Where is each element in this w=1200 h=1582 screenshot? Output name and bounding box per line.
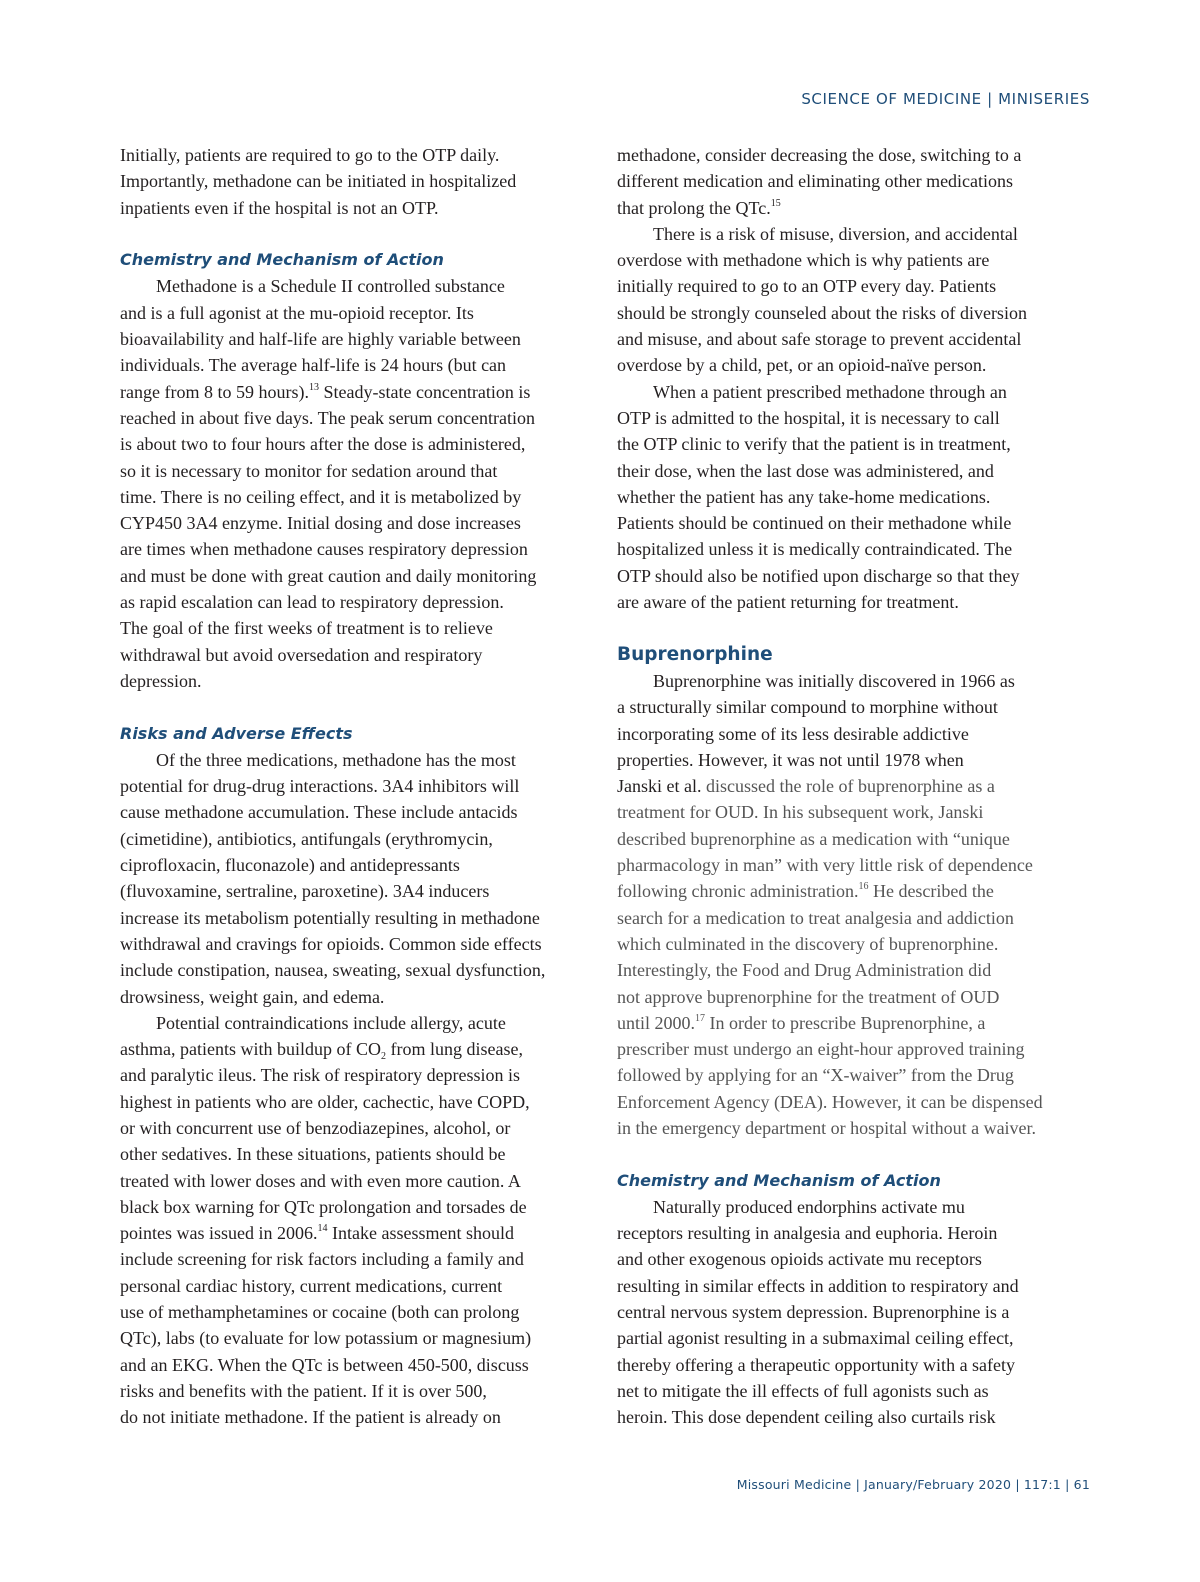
reference-14: 14 [317, 1223, 328, 1235]
hospital-paragraph: When a patient prescribed methadone through an OTP is admitted to the hospital, it is necessary to call the OTP clinic to verify that the patient is in treatment, their dose, when the last dose was administered, and whether the patient has any take-home medications. Patients should be continued on their methadone while hospitalized unless it is medically contraindicated. The OTP should also be notified upon discharge so that they are aware of the patient returning for treatment. [617, 381, 1020, 613]
risks-paragraph-1: Of the three medications, methadone has the most potential for drug-drug interactions. 3A4 inhibitors will cause methadone accumulation. These include antacids (cimetidine), antibiotics, antifungals (erythromycin, ciprofloxacin, fluconazole) and antidepressants (fluvoxamine, sertraline, paroxetine). 3A4 inducers increase its metabolism potentially resulting in methadone withdrawal and cravings for opioids. Common side effects include constipation, nausea, sweating, sexual dysfunction, drowsiness, weight gain, and edema. [120, 749, 546, 1007]
continued-paragraph: methadone, consider decreasing the dose, switching to a different medication and eliminating other medications that prolong the QTc.$^{15}$ [617, 145, 1022, 218]
risks-heading: Risks and Adverse Effects [120, 723, 353, 743]
buprenorphine-chemistry-paragraph: Naturally produced endorphins activate mu receptors resulting in analgesia and euphoria. Heroin and other exogenous opioids activate mu receptors resulting in similar effects in addition to respiratory and central nervous system depression. Buprenorphine is a partial agonist resulting in a submaximal ceiling effect, thereby offering a therapeutic opportunity with a safety net to mitigate the ill effects of full agonists such as heroin. This dose dependent ceiling also curtails risk [617, 1196, 1019, 1428]
running-header: SCIENCE OF MEDICINE | MINISERIES [801, 90, 1090, 108]
methadone-chemistry-paragraph: Methadone is a Schedule II controlled substance and is a full agonist at the mu-opioid receptor. Its bioavailability and half-life are highly variable between individuals. The average half-life is 24 hours (but can range from 8 to 59 hours).$^{13}$ Steady-state concentration is reached in about five days. The peak serum concentration is about two to four hours after the dose is administered, so it is necessary to monitor for sedation around that time. There is no ceiling effect, and it is metabolized by CYP450 3A4 enzyme. Initial dosing and dose increases are times when methadone causes respiratory depression and must be done with great caution and daily monitoring as rapid escalation can lead to respiratory depression. The goal of the first weeks of treatment is to relieve withdrawal but avoid oversedation and respiratory depression. [120, 276, 537, 691]
co2-subscript: 2 [380, 1051, 386, 1063]
risks-paragraph-2: Potential contraindications include allergy, acute asthma, patients with buildup of $CO_2$ from lung disease, and paralytic ileus. The risk of respiratory depression is highest in patients who are older, cachectic, have COPD, or with concurrent use of benzodiazepines, alcohol, or other sedatives. In these situations, patients should be treated with lower doses and with even more caution. A black box warning for QTc prolongation and torsades de pointes was issued in 2006.14 Intake assessment should include screening for risk factors including a family and personal cardiac history, current medications, current use of methamphetamines or cocaine (both can prolong QTc), labs (to evaluate for low potassium or magnesium) and an EKG. When the QTc is between 450-500, discuss risks and benefits with the patient. If it is over 500, do not initiate methadone. If the patient is already on [120, 1012, 532, 1428]
reference-15: 15 [770, 197, 781, 209]
buprenorphine-heading: Buprenorphine [617, 643, 773, 665]
reference-13: 13 [308, 381, 319, 393]
spacer [617, 615, 1095, 641]
methadone-chemistry-heading: Chemistry and Mechanism of Action [120, 250, 444, 270]
intro-paragraph: Initially, patients are required to go to the OTP daily. Importantly, methadone can be initiated in hospitalized inpatients even if the hospital is not an OTP. [120, 145, 517, 218]
spacer [120, 221, 595, 247]
right-column [617, 142, 1095, 1431]
left-column [120, 142, 595, 1431]
reference-16: 16 [858, 881, 869, 893]
misuse-paragraph: There is a risk of misuse, diversion, and accidental overdose with methadone which is why patients are initially required to go to an OTP every day. Patients should be strongly counseled about the risks of diversion and misuse, and about safe storage to prevent accidental overdose by a child, pet, or an opioid-naïve person. [617, 223, 1027, 376]
buprenorphine-paragraph: Buprenorphine was initially discovered in 1966 as a structurally similar compound to morphine without incorporating some of its less desirable addictive properties. However, it was not until 1978 when Janski et al. discussed the role of buprenorphine as a treatment for OUD. In his subsequent work, Janski described buprenorphine as a medication with “unique pharmacology in man” with very little risk of dependence following chronic administration.$^{16}$ He described the search for a medication to treat analgesia and addiction which culminated in the discovery of buprenorphine. Interestingly, the Food and Drug Administration did not approve buprenorphine for the treatment of OUD until 2000.17 In order to prescribe Buprenorphine, a prescriber must undergo an eight-hour approved training followed by applying for an “X-waiver” from the Drug Enforcement Agency (DEA). However, it can be dispensed in the emergency department or hospital without a waiver. [617, 670, 1043, 1138]
spacer [120, 694, 595, 720]
buprenorphine-chemistry-heading: Chemistry and Mechanism of Action [617, 1170, 941, 1190]
reference-17: 17 [695, 1012, 706, 1024]
spacer [617, 1141, 1095, 1167]
page-footer: Missouri Medicine | January/February 2020 | 117:1 | 61 [736, 1477, 1090, 1492]
